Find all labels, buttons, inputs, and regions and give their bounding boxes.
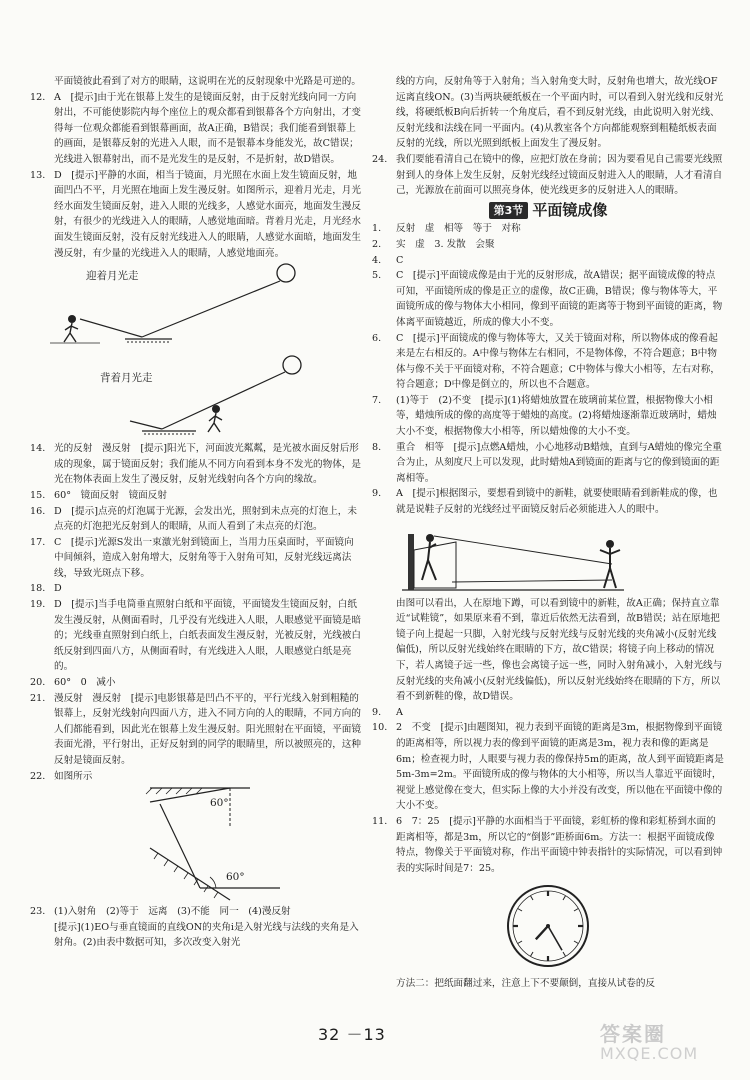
answer-text: 6 7：25 [提示]平静的水面相当于平面镜，彩虹桥的像和彩虹桥到水面的距离相等，都是3m，所以它的“倒影”距桥面6m。方法一：根据平面镜成像特点，物像关于平面镜对称，作出平面镜中钟表指针的实际情况，可以看到钟表的实际时间是7：25。 xyxy=(396,815,723,874)
answer-item xyxy=(30,920,362,951)
page-number: 32 －13 xyxy=(318,1025,386,1044)
toward-moon-svg xyxy=(30,263,330,349)
clock-tick xyxy=(563,952,566,956)
answer-item xyxy=(372,221,724,237)
answer-text: 2 不变 [提示]由题图知，视力表到平面镜的距离是3m，根据物像到平面镜的距离相等，所以视力表的像到平面镜的距离是3m，视力表和像的距离是6m；检查视力时，人眼要与视力表的像保持5m的距离，故人到平面镜距离是5m-3m=2m。平面镜所成的像与物体的大小相等，所以当人靠近平面镜时，视觉上感觉像在变大，但实际上像的大小并没有改变，所以他在平面镜中像的大小不变。 xyxy=(396,722,724,812)
answer-text: D [提示]点亮的灯泡属于光源，会发出光，照射到未点亮的灯泡上，未点亮的灯泡把光反射到人的眼睛，从而人看到了未点亮的灯泡。 xyxy=(54,505,357,533)
answer-item xyxy=(30,769,362,785)
answer-number: 20. xyxy=(30,677,46,689)
answer-item xyxy=(372,237,724,253)
answer-item xyxy=(30,504,362,535)
answer-number: 15. xyxy=(30,489,46,501)
reflected-ray xyxy=(130,421,162,429)
walker-head xyxy=(212,405,220,413)
answer-text: D [提示]平静的水面，相当于镜面，月光照在水面上发生镜面反射，地面凹凸不平，月光照在地面上发生漫反射。如图所示，迎着月光走，月光经水面发生镜面反射，进入人眼的光线多，人感觉水面亮，地面发生漫反射，有很少的光线进入人的眼睛，人感觉地面暗。背着月光走，月光经水面发生镜面反射，没有反射光线进入人的眼睛，人感觉水面暗，地面发生漫反射，有少量的光线进入人的眼睛，人感觉地面亮。 xyxy=(54,169,361,259)
clock-tick xyxy=(518,909,522,912)
answer-item xyxy=(30,691,362,769)
answer-number: 21. xyxy=(30,692,46,704)
answer-text: 如图所示 xyxy=(54,770,93,782)
clock-figure xyxy=(372,878,724,974)
watermark-url: MXQE.COM xyxy=(600,1044,699,1063)
walker-body xyxy=(208,413,222,432)
incident-ray xyxy=(142,281,280,337)
answer-number: 11. xyxy=(372,815,388,827)
answer-number: 17. xyxy=(30,536,46,548)
clock-center xyxy=(546,924,550,928)
answer-text: 方法二：把纸面翻过来，注意上下不要颠倒，直接从试卷的反 xyxy=(396,978,656,990)
answer-item xyxy=(30,581,362,597)
answer-text: A [提示]由于光在银幕上发生的是镜面反射，由于反射光线向同一方向射出，不可能使影院内每个座位上的观众都看到银幕各个方向射出，才变得每一位观众都能看到银幕画面，故A正确，B错误；我们能看到银幕上的画面，是银幕反射的光进入人眼，而不是银幕本身能发光，故C错误；光线进入银幕射出，而不是光发生的是反射，不是折射，故D错误。 xyxy=(54,91,361,165)
toward-moon-diagram xyxy=(30,263,362,349)
answer-text: 60° 0 减小 xyxy=(54,677,116,689)
clock-tick xyxy=(518,941,522,944)
answer-item xyxy=(372,720,724,814)
mirror-stand xyxy=(408,534,414,590)
answer-item xyxy=(372,814,724,876)
answer-item xyxy=(30,168,362,262)
answer-number: 8. xyxy=(372,441,382,453)
answer-number: 5. xyxy=(372,270,382,282)
answer-item xyxy=(372,705,724,721)
clock-tick xyxy=(531,952,534,956)
answer-number: 23. xyxy=(30,906,46,918)
answer-text: C [提示]平面镜成的像与物体等大，又关于镜面对称，所以物体成的像看起来是左右相反的。A中像与物体左右相同，不是物体像，不符合题意；B中物体与像不关于平面镜对称，不符合题意；C中物体与像大小相等，左右对称，符合题意；D中像是倒立的，所以也不合题意。 xyxy=(396,332,720,391)
clock-tick xyxy=(563,896,566,900)
walker-head xyxy=(68,315,76,323)
clock-tick xyxy=(531,896,534,900)
answer-item xyxy=(372,74,724,152)
watermark-logo: 答案圈 xyxy=(600,1022,666,1046)
answer-text: 我们要能看清自己在镜中的像，应把灯放在身前；因为要看见自己需要光线照射到人的身体上发生反射，反射光线经过镜面反射进入人的眼睛，人才看清自己，光源放在前面可以照亮身体，使光线更多的反射进入人的眼睛。 xyxy=(396,153,723,197)
mirror-angle-svg xyxy=(30,786,330,902)
mirror-angle-figure xyxy=(30,786,362,902)
answer-number: 7. xyxy=(372,394,382,406)
answer-item xyxy=(372,152,724,199)
sight-line xyxy=(434,536,612,564)
section-header xyxy=(372,202,724,220)
answer-text: D [提示]当手电筒垂直照射白纸和平面镜，平面镜发生镜面反射，白纸发生漫反射，从侧面看时，几乎没有光线进入人眼，人眼感觉平面镜是暗的；光线垂直照射到白纸上，白纸表面发生漫反射，光被反射，光线被白纸反射到四面八方，从侧面看时，有光线进入人眼，人眼感觉白纸是亮的。 xyxy=(54,599,361,673)
answer-text: C [提示]光源S发出一束激光射到镜面上，当用力压桌面时，平面镜向中间倾斜，造成入射角增大，反射角等于入射角可知，反射光线远离法线，导致光斑点下移。 xyxy=(54,536,354,579)
clock-svg xyxy=(372,878,724,974)
right-column xyxy=(372,74,724,992)
answer-number: 10. xyxy=(372,722,388,734)
answer-item xyxy=(30,488,362,504)
mirror-board xyxy=(414,542,456,588)
shopper-body xyxy=(600,548,620,588)
answer-item xyxy=(30,535,362,582)
angle-label-top: 60° xyxy=(210,797,229,810)
answer-text: 由图可以看出，人在原地下蹲，可以看到镜中的新鞋，故A正确；保持直立靠近“试鞋镜”，如果原来看不到，靠近后依然无法看到，故B错误；站在原地把镜子向上提起一只脚，入射光线与反射光线与反射光线的夹角减小(反射光线偏低)，所以反射光线始终在眼睛的下方，故C错误；将镜子向上移动的情况下，若人离镜子远一些，像也会离镜子远一些，同时入射角减小，入射光线与反射光线的夹角减小(反射光线偏低)，所以反射光线始终在眼睛的下方，所以看不到新鞋的像，故D错误。 xyxy=(396,597,723,703)
reflected-ray xyxy=(80,319,142,337)
hatch xyxy=(146,788,152,794)
answer-text: (1)等于 (2)不变 [提示](1)将蜡烛放置在玻璃前某位置，根据物像大小相等，蜡烛所成的像的高度等于蜡烛的高度。(2)将蜡烛逐渐靠近玻璃时，蜡烛大小不变，根据物像大小相等，所以蜡烛像的大小不变。 xyxy=(396,394,717,438)
left-answer-list xyxy=(30,74,362,951)
answer-item xyxy=(372,331,724,393)
answer-text: [提示](1)EO与垂直镜面的直线ON的夹角i是入射光线与法线的夹角是入射角。(2)由表中数据可知，多次改变入射光 xyxy=(54,921,359,949)
walker-body xyxy=(64,323,78,342)
away-moon-diagram xyxy=(30,353,362,439)
answer-text: A [提示]根据图示，要想看到镜中的新鞋，就要使眼睛看到新鞋成的像，也就是说鞋子反射的光线经过平面镜反射后必须能进入人的眼中。 xyxy=(396,488,718,516)
answer-text: 漫反射 漫反射 [提示]电影银幕是凹凸不平的，平行光线入射到粗糙的银幕上，反射光线射向四面八方，进入不同方向的人的眼睛，不同方向的人们都能看到，因此光在银幕上发生漫反射。阳光照射在平面镜，平面镜表面光滑，平行射出，正好反射到的同学的眼睛里，所以被照亮的，这种反射是镜面反射。 xyxy=(54,692,361,766)
toward-moon-label: 迎着月光走 xyxy=(86,270,139,283)
answer-number: 4. xyxy=(372,254,382,266)
answer-number: 1. xyxy=(372,223,382,235)
moon-walk-figure xyxy=(30,263,362,439)
clock-hour-hand xyxy=(536,926,548,939)
answer-text: (1)入射角 (2)等于 远离 (3)不能 同一 (4)漫反射 xyxy=(54,906,291,918)
section-answer-list xyxy=(372,221,724,992)
answer-number: 16. xyxy=(30,505,46,517)
shoe-mirror-figure xyxy=(372,520,724,594)
answer-text: A xyxy=(396,706,403,718)
answer-number: 6. xyxy=(372,332,382,344)
answer-text: C xyxy=(396,254,404,266)
shopper-head xyxy=(606,540,614,548)
answer-number: 18. xyxy=(30,583,46,595)
answer-text: D xyxy=(54,583,62,595)
answer-item xyxy=(30,74,362,90)
right-answer-list xyxy=(372,74,724,199)
answer-item xyxy=(30,675,362,691)
answer-number: 2. xyxy=(372,238,382,250)
clock-tick xyxy=(574,941,578,944)
answer-item xyxy=(372,486,724,517)
answer-text: 重合 相等 [提示]点燃A蜡烛，小心地移动B蜡烛，直到与A蜡烛的像完全重合为止，从刻度尺上可以发现，此时蜡烛A到镜面的距离与它的像到镜面的距离相等。 xyxy=(396,441,722,484)
angle-label-bottom: 60° xyxy=(226,871,245,884)
reflect-line xyxy=(452,580,612,582)
answer-item xyxy=(30,904,362,920)
answer-number: 14. xyxy=(30,443,46,455)
answer-item xyxy=(372,253,724,269)
answer-text: 线的方向，反射角等于入射角；当入射角变大时，反射角也增大，故光线OF远离直线ON。(3)当两块硬纸板在一个平面内时，可以看到入射光线和反射光线，将硬纸板B向后折转一个角度后，看不到反射光线，由此说明入射光线、反射光线和法线在同一平面内。(4)从教室各个方向都能观察到粗糙纸板表面反射的光线，所以光照到纸板上面发生了漫反射。 xyxy=(396,76,724,150)
away-moon-svg xyxy=(30,353,330,439)
incident-ray xyxy=(162,372,285,429)
left-column xyxy=(30,74,362,951)
away-moon-label: 背着月光走 xyxy=(100,372,153,385)
clock-tick xyxy=(574,909,578,912)
answer-number: 9. xyxy=(372,488,382,500)
answer-text: 60° 镜面反射 镜面反射 xyxy=(54,489,167,501)
answer-text: 光的反射 漫反射 [提示]阳光下，河面波光粼粼，是光被水面反射后形成的现象，属于镜面反射；我们能从不同方向看到本身不发光的物体，是光在物体表面上发生了漫反射，反射光线射向各个方向的缘故。 xyxy=(54,443,361,486)
answer-item xyxy=(30,597,362,675)
reflected-ray xyxy=(160,804,200,888)
answer-item xyxy=(372,976,724,992)
answer-number: 9. xyxy=(372,706,382,718)
answer-text: 反射 虚 相等 等于 对称 xyxy=(396,223,521,235)
section-badge: 第3节 xyxy=(489,202,529,220)
clock-minute-hand xyxy=(548,926,562,950)
answer-number: 12. xyxy=(30,91,46,103)
moon-circle xyxy=(277,264,295,282)
answer-item xyxy=(372,393,724,440)
section-title: 平面镜成像 xyxy=(532,200,608,219)
answer-text: C [提示]平面镜成像是由于光的反射形成，故A错误；据平面镜成像的特点可知，平面镜所成的像是正立的虚像，故C正确，B错误；像与物体等大，平面镜所成的像与物体大小相同，像到平面镜的距离等于物到平面镜的距离，物体离平面镜越近，所成的像大小不变。 xyxy=(396,270,723,328)
answer-text: 实 虚 3. 发散 会聚 xyxy=(396,238,495,250)
answer-number: 24. xyxy=(372,153,388,165)
shoe-mirror-svg xyxy=(372,520,724,594)
answer-item xyxy=(30,90,362,168)
person-head xyxy=(426,534,434,542)
answer-number: 19. xyxy=(30,599,46,611)
answer-item xyxy=(372,268,724,330)
moon-circle xyxy=(283,356,301,374)
answer-number: 22. xyxy=(30,770,46,782)
answer-item xyxy=(372,596,724,705)
answer-text: 平面镜彼此看到了对方的眼睛，这说明在光的反射现象中光路是可逆的。 xyxy=(54,76,361,87)
answer-item xyxy=(30,441,362,488)
answer-item xyxy=(372,440,724,487)
angle-arc xyxy=(210,877,216,888)
answer-number: 13. xyxy=(30,169,46,181)
